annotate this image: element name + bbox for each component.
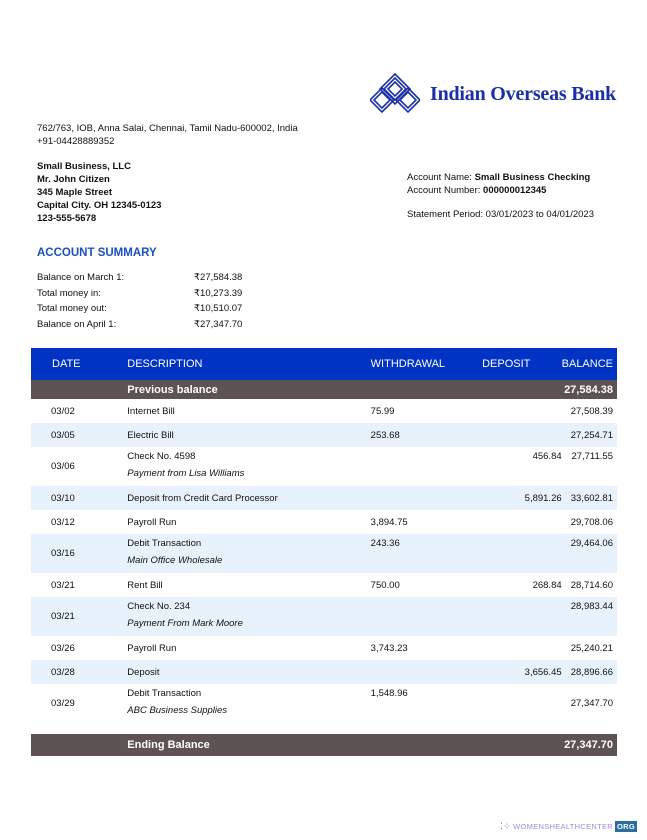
row-withdrawal [371, 486, 482, 510]
row-withdrawal: 750.00 [370, 579, 400, 591]
row-description [127, 597, 370, 636]
row-description-sub: Payment From Mark Moore [127, 618, 243, 629]
row-withdrawal [371, 597, 482, 636]
bank-address-block [37, 122, 298, 148]
table-row [31, 684, 617, 723]
table-row [31, 447, 617, 486]
row-balance: 27,711.55 [571, 451, 613, 462]
table-row [31, 597, 617, 636]
row-description-sub: Main Office Wholesale [127, 555, 223, 566]
row-date: 03/16 [31, 534, 127, 573]
table-row [31, 573, 617, 597]
row-balance: 27,254.71 [562, 423, 617, 447]
row-balance: 28,983.44 [562, 597, 617, 636]
summary-label: Total money in: [37, 287, 101, 299]
row-deposit: 268.84 [532, 579, 562, 591]
table-row [31, 534, 617, 573]
bank-name: Indian Overseas Bank [430, 82, 617, 105]
row-withdrawal: 243.36 [371, 534, 482, 573]
row-date: 03/10 [31, 486, 127, 510]
table-header-row [31, 348, 617, 380]
row-balance: 33,602.81 [562, 486, 617, 510]
table-row [31, 660, 617, 684]
previous-balance-value: 27,584.38 [562, 380, 617, 399]
row-description: Internet Bill [127, 405, 175, 417]
table-row [31, 636, 617, 660]
row-balance: 27,508.39 [570, 405, 613, 417]
watermark [500, 821, 637, 832]
row-date: 03/02 [51, 405, 75, 417]
row-deposit [482, 399, 562, 423]
row-balance: 27,347.70 [570, 698, 613, 709]
summary-value: ₹10,273.39 [194, 287, 243, 299]
row-description: Deposit [127, 660, 370, 684]
bank-phone: +91-04428889352 [37, 136, 115, 147]
row-description: Electric Bill [127, 423, 370, 447]
summary-value: ₹27,347.70 [194, 318, 243, 330]
row-balance: 28,714.60 [570, 579, 613, 591]
previous-balance-row [31, 380, 617, 399]
table-row [31, 399, 617, 423]
account-number [407, 184, 590, 197]
row-description [127, 534, 370, 573]
row-date: 03/21 [51, 579, 75, 591]
summary-label: Total money out: [37, 303, 107, 314]
watermark-text: WOMENSHEALTHCENTER [513, 822, 614, 831]
row-date: 03/06 [51, 461, 75, 472]
summary-value: ₹10,510.07 [194, 303, 243, 314]
row-description-main: Debit Transaction [127, 538, 202, 549]
customer-street: 345 Maple Street [37, 187, 112, 198]
row-description-main: Debit Transaction [127, 688, 202, 699]
row-withdrawal: 75.99 [370, 405, 395, 417]
transactions-table [31, 348, 617, 756]
row-deposit [482, 597, 562, 636]
row-date: 03/12 [51, 516, 75, 528]
row-description [127, 447, 370, 486]
bank-logo [370, 72, 620, 116]
row-date: 03/26 [51, 642, 75, 654]
row-withdrawal: 3,743.23 [370, 642, 408, 654]
table-row [31, 486, 617, 510]
ending-balance-value: 27,347.70 [562, 734, 617, 756]
row-withdrawal: 3,894.75 [370, 516, 408, 528]
previous-balance-label: Previous balance [127, 380, 370, 399]
ending-balance-label: Ending Balance [127, 734, 370, 756]
account-summary-title: ACCOUNT SUMMARY [37, 247, 157, 259]
row-description: Rent Bill [127, 579, 163, 591]
row-deposit: 456.84 [532, 451, 562, 462]
sparkle-dots-icon: ⁚⁘ [500, 821, 512, 831]
row-deposit [482, 636, 562, 660]
account-number-value: 000000012345 [483, 185, 547, 196]
account-number-label: Account Number: [407, 185, 484, 196]
account-name [407, 171, 590, 184]
row-description-main: Check No. 4598 [127, 451, 196, 462]
row-description: Payroll Run [127, 516, 177, 528]
summary-label: Balance on March 1: [37, 272, 125, 283]
header-description: DESCRIPTION [127, 348, 370, 380]
row-description-main: Check No. 234 [127, 601, 191, 612]
row-deposit: 3,656.45 [482, 660, 562, 684]
summary-label: Balance on April 1: [37, 318, 117, 330]
customer-city: Capital City. OH 12345-0123 [37, 200, 162, 211]
customer-company: Small Business, LLC [37, 161, 131, 172]
row-balance: 25,240.21 [570, 642, 613, 654]
header-withdrawal: WITHDRAWAL [371, 348, 482, 380]
account-info [407, 171, 590, 197]
summary-row [37, 272, 242, 288]
customer-contact: Mr. John Citizen [37, 174, 110, 185]
row-description: Deposit from Credit Card Processor [127, 486, 370, 510]
row-deposit [482, 510, 562, 534]
ending-balance-row [31, 734, 617, 756]
header-balance: BALANCE [562, 348, 617, 380]
summary-value: ₹27,584.38 [194, 272, 243, 283]
summary-row [37, 319, 242, 335]
account-summary [37, 272, 242, 334]
row-description: Payroll Run [127, 642, 177, 654]
row-balance: 29,464.06 [562, 534, 617, 573]
table-row [31, 423, 617, 447]
row-description-sub: Payment from Lisa Williams [127, 468, 245, 479]
watermark-suffix: ORG [617, 822, 635, 831]
row-deposit [482, 534, 562, 573]
iob-lattice-logo-icon [370, 72, 420, 116]
row-deposit: 5,891.26 [482, 486, 562, 510]
header-date: DATE [31, 348, 127, 380]
row-withdrawal [371, 660, 482, 684]
row-withdrawal: 253.68 [371, 423, 482, 447]
summary-row [37, 303, 242, 319]
bank-address: 762/763, IOB, Anna Salai, Chennai, Tamil Nadu-600002, India [37, 123, 298, 134]
account-name-value: Small Business Checking [474, 172, 591, 183]
header-deposit: DEPOSIT [482, 348, 562, 380]
row-description-sub: ABC Business Supplies [127, 705, 228, 716]
customer-phone: 123-555-5678 [37, 213, 97, 224]
row-withdrawal: 1,548.96 [370, 688, 408, 699]
row-balance: 29,708.06 [570, 516, 613, 528]
row-deposit [482, 423, 562, 447]
row-date: 03/21 [31, 597, 127, 636]
account-name-label: Account Name: [407, 172, 475, 183]
summary-row [37, 288, 242, 304]
statement-period: Statement Period: 03/01/2023 to 04/01/2023 [407, 209, 594, 220]
row-deposit [482, 684, 562, 723]
row-balance: 28,896.66 [562, 660, 617, 684]
row-date: 03/05 [31, 423, 127, 447]
row-withdrawal [371, 447, 482, 486]
row-description [127, 684, 370, 723]
row-date: 03/28 [31, 660, 127, 684]
table-row [31, 510, 617, 534]
customer-block [37, 160, 161, 225]
row-date: 03/29 [51, 698, 75, 709]
